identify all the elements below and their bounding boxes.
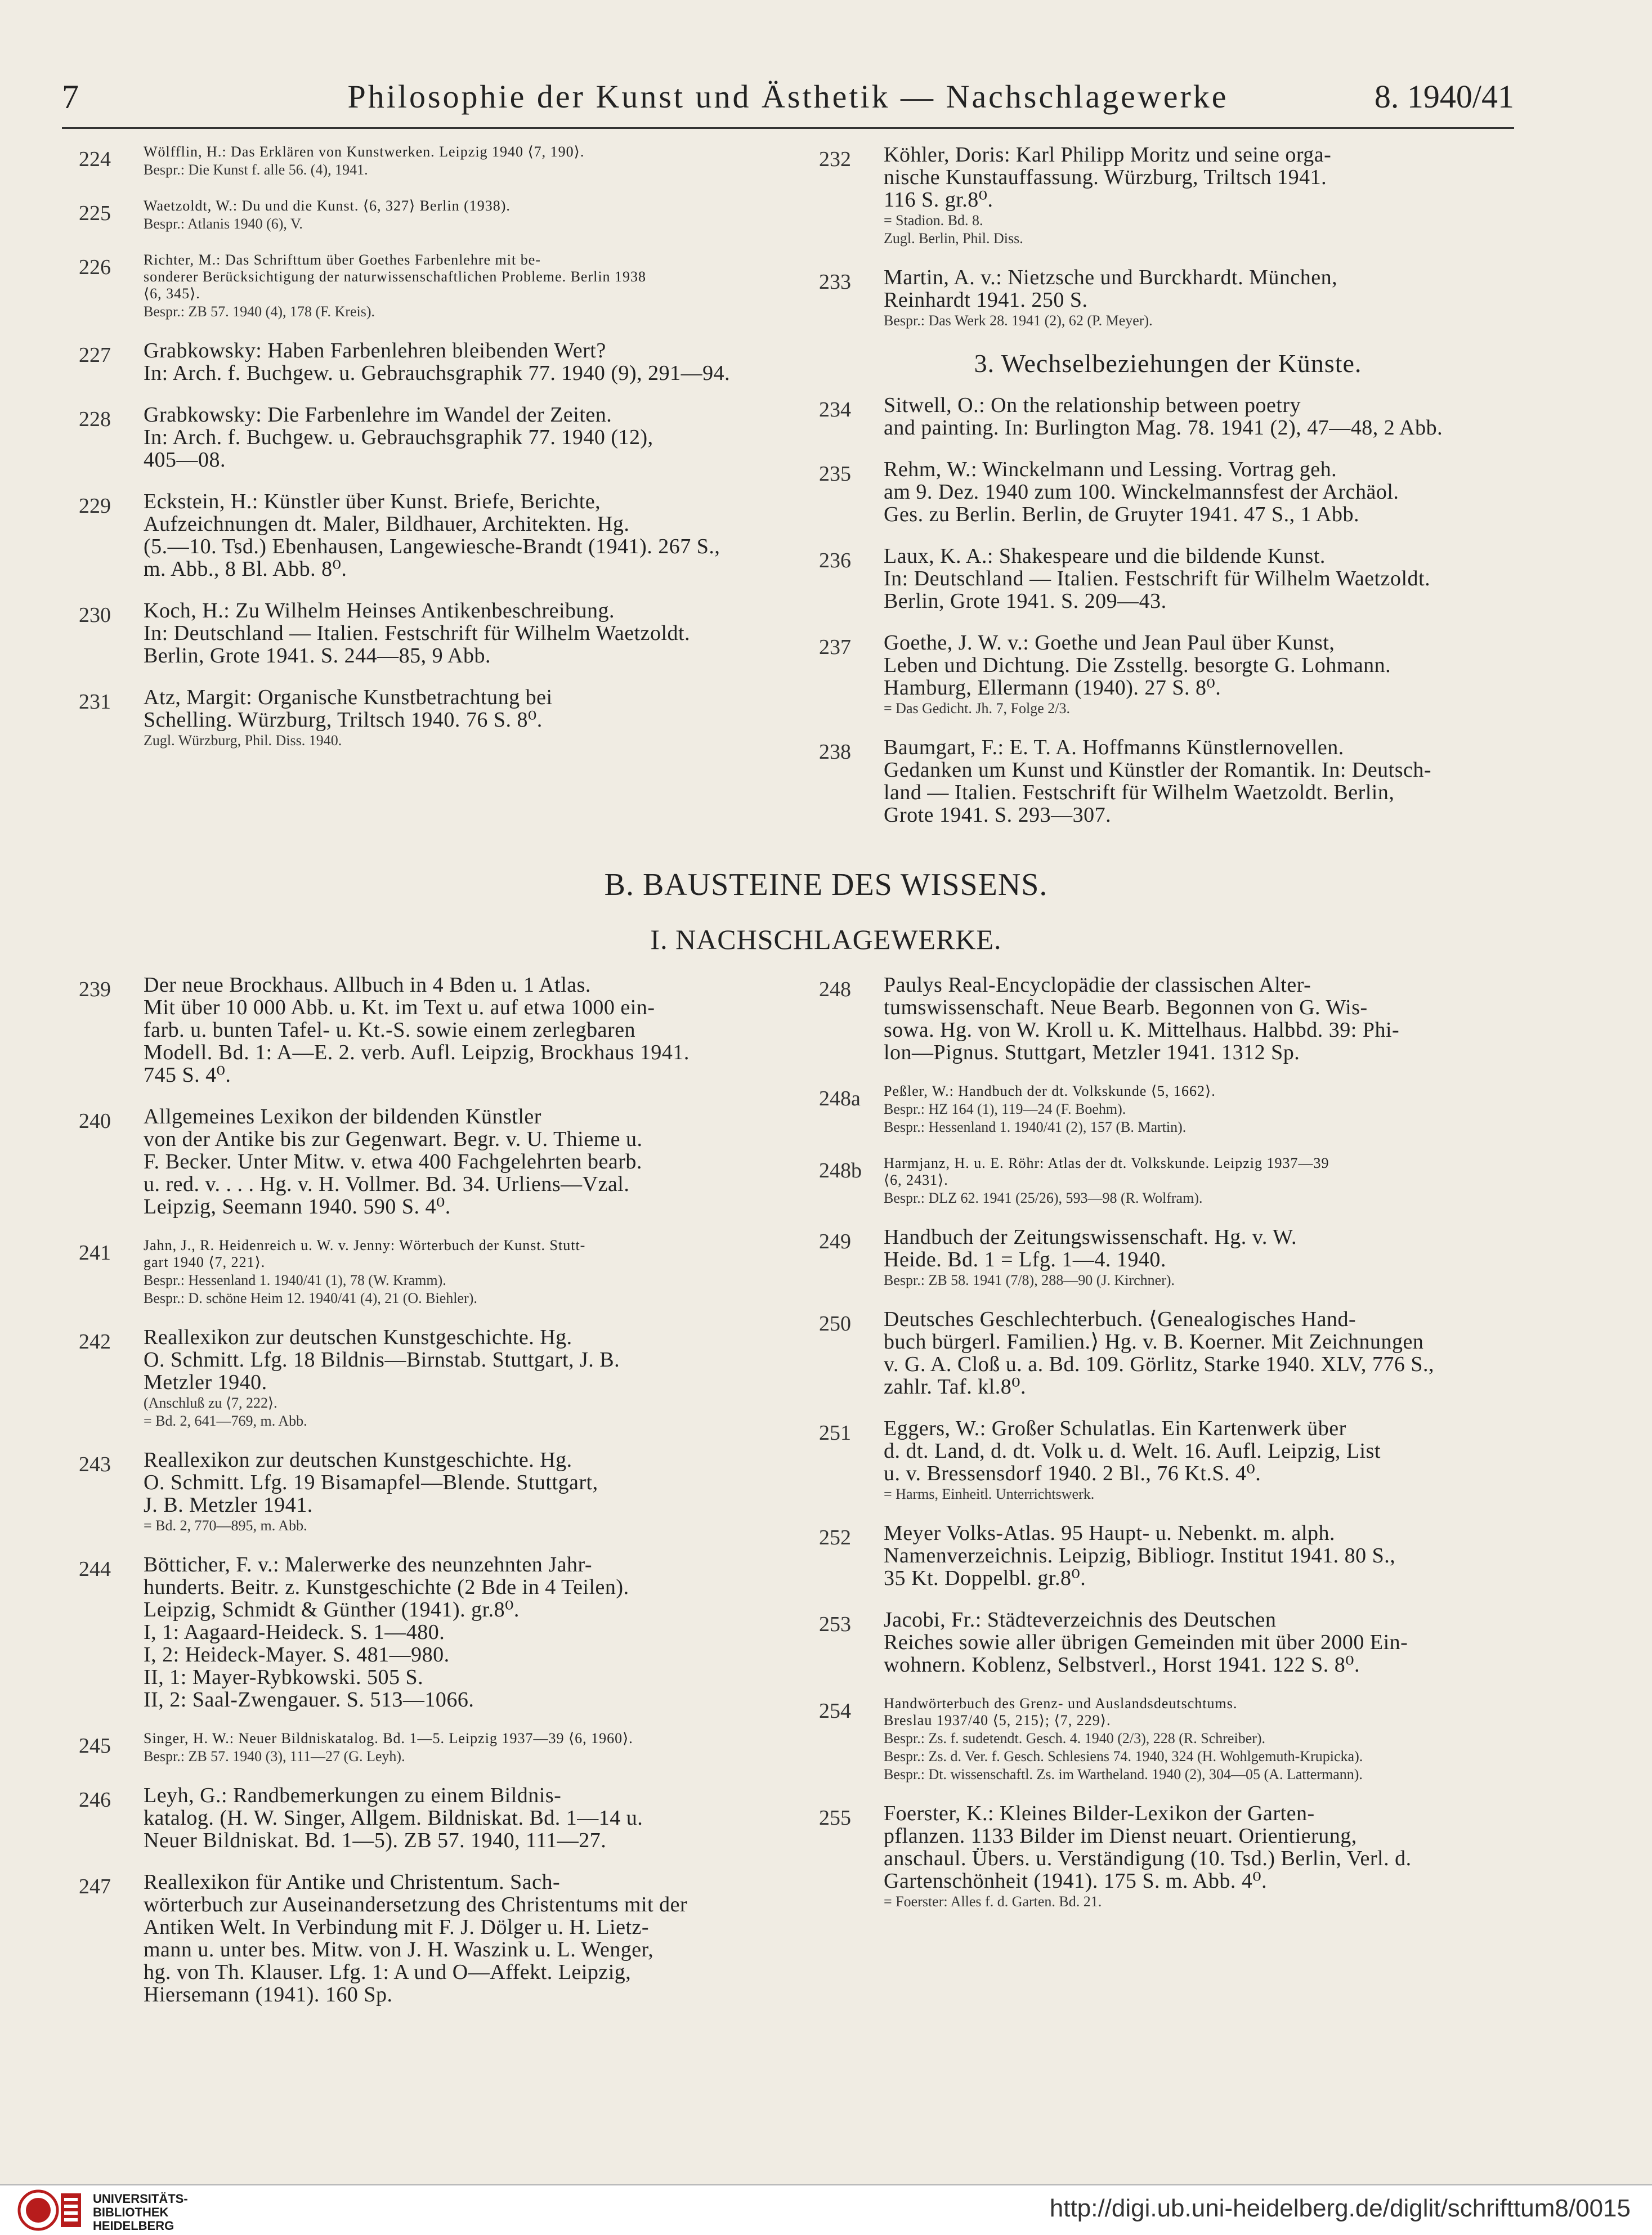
entry-number: 224 — [79, 147, 111, 171]
citation-line: Reinhardt 1941. 250 S. — [884, 288, 1088, 312]
citation-line: Sitwell, O.: On the relationship between poetry — [884, 393, 1301, 417]
citation-line: nische Kunstauffassung. Würzburg, Triltsch 1941. — [884, 165, 1327, 189]
citation-line: Bötticher, F. v.: Malerwerke des neunzehnten Jahr- — [144, 1553, 593, 1576]
citation-line: wörterbuch zur Auseinandersetzung des Christentums mit der — [144, 1893, 688, 1916]
entry-citation — [884, 1695, 1517, 1729]
citation-line: Peßler, W.: Handbuch der dt. Volkskunde ⟨5, 1662⟩. — [884, 1083, 1216, 1099]
entries-top-right — [819, 144, 1517, 329]
entry-citation — [884, 1609, 1517, 1676]
citation-line: Berlin, Grote 1941. S. 209—43. — [884, 589, 1167, 613]
library-name-line: BIBLIOTHEK — [93, 2205, 169, 2219]
bibliography-entry — [819, 266, 1517, 329]
entry-number: 236 — [819, 549, 851, 572]
citation-line: ⟨6, 345⟩. — [144, 285, 200, 302]
entry-number: 247 — [79, 1875, 111, 1898]
entry-citation — [884, 1308, 1517, 1398]
citation-line: Allgemeines Lexikon der bildenden Künstler — [144, 1105, 541, 1128]
bibliography-entry — [79, 339, 777, 384]
bibliography-entry — [79, 490, 777, 580]
citation-line: u. v. Bressensdorf 1940. 2 Bl., 76 Kt.S. 4⁰. — [884, 1462, 1261, 1485]
citation-line: Leyh, G.: Randbemerkungen zu einem Bildnis- — [144, 1784, 562, 1807]
entry-number: 249 — [819, 1230, 851, 1253]
part-heading: B. BAUSTEINE DES WISSENS. — [604, 867, 1048, 902]
bibliography-entry — [79, 1871, 777, 2006]
entry-number: 255 — [819, 1806, 851, 1830]
bibliography-entry — [819, 1083, 1517, 1136]
column-bottom-right — [819, 974, 1517, 1929]
entry-note: Bespr.: HZ 164 (1), 119—24 (F. Boehm). — [884, 1101, 1126, 1117]
entry-note: Bespr.: Zs. d. Ver. f. Gesch. Schlesiens 74. 1940, 324 (H. Wohlgemuth-Krupicka). — [884, 1748, 1363, 1764]
source-url-link[interactable]: http://digi.ub.uni-heidelberg.de/diglit/schrifttum8/0015 — [1049, 2194, 1631, 2222]
citation-line: Jacobi, Fr.: Städteverzeichnis des Deutschen — [884, 1608, 1277, 1632]
citation-line: pflanzen. 1133 Bilder im Dienst neuart. Orientierung, — [884, 1824, 1357, 1848]
entry-note: Bespr.: ZB 58. 1941 (7/8), 288—90 (J. Kirchner). — [884, 1272, 1175, 1288]
entry-number: 231 — [79, 690, 111, 714]
bibliography-entry — [79, 599, 777, 667]
header-rule — [62, 127, 1514, 129]
entry-note: Zugl. Berlin, Phil. Diss. — [884, 230, 1023, 247]
citation-line: J. B. Metzler 1941. — [144, 1493, 313, 1517]
entry-note: Bespr.: Das Werk 28. 1941 (2), 62 (P. Meyer). — [884, 312, 1153, 329]
citation-line: Neuer Bildniskat. Bd. 1—5). ZB 57. 1940, 111—27. — [144, 1829, 607, 1852]
entry-number: 243 — [79, 1453, 111, 1476]
entry-number: 230 — [79, 603, 111, 627]
citation-line: Berlin, Grote 1941. S. 244—85, 9 Abb. — [144, 644, 491, 668]
entry-number: 227 — [79, 343, 111, 367]
bibliography-entry — [79, 686, 777, 749]
entry-citation — [884, 1417, 1517, 1485]
volume-number: 8. 1940/41 — [1374, 78, 1514, 115]
entry-number: 248a — [819, 1087, 861, 1110]
bibliography-entry — [819, 1417, 1517, 1503]
page-number: 7 — [62, 78, 79, 115]
citation-line: In: Deutschland — Italien. Festschrift für Wilhelm Waetzoldt. — [884, 567, 1431, 590]
citation-line: Schelling. Würzburg, Triltsch 1940. 76 S. 8⁰. — [144, 708, 543, 732]
entry-note: = Bd. 2, 641—769, m. Abb. — [144, 1413, 307, 1429]
entry-number: 240 — [79, 1109, 111, 1133]
citation-line: v. G. A. Cloß u. a. Bd. 109. Görlitz, Starke 1940. XLV, 776 S., — [884, 1352, 1434, 1376]
citation-line: Deutsches Geschlechterbuch. ⟨Genealogisches Hand- — [884, 1307, 1356, 1331]
bibliography-entry — [819, 144, 1517, 247]
entry-note: = Harms, Einheitl. Unterrichtswerk. — [884, 1486, 1095, 1502]
chapter-heading: I. NACHSCHLAGEWERKE. — [650, 924, 1002, 955]
citation-line: O. Schmitt. Lfg. 18 Bildnis—Birnstab. Stuttgart, J. B. — [144, 1348, 620, 1372]
entry-number: 238 — [819, 740, 851, 764]
citation-line: Singer, H. W.: Neuer Bildniskatalog. Bd. 1—5. Leipzig 1937—39 ⟨6, 1960⟩. — [144, 1730, 633, 1746]
entry-number: 229 — [79, 494, 111, 518]
entry-citation — [144, 599, 777, 667]
citation-line: Meyer Volks-Atlas. 95 Haupt- u. Nebenkt. m. alph. — [884, 1521, 1335, 1545]
citation-line: Rehm, W.: Winckelmann und Lessing. Vortrag geh. — [884, 458, 1337, 481]
entry-citation — [884, 1083, 1517, 1100]
entry-number: 246 — [79, 1788, 111, 1812]
bibliography-entry — [819, 1308, 1517, 1398]
entry-citation — [884, 736, 1517, 826]
bibliography-entry — [79, 1449, 777, 1534]
entry-citation — [144, 1730, 777, 1747]
citation-line: am 9. Dez. 1940 zum 100. Winckelmannsfest der Archäol. — [884, 480, 1399, 504]
entry-number: 226 — [79, 256, 111, 279]
citation-line: Waetzoldt, W.: Du und die Kunst. ⟨6, 327⟩ Berlin (1938). — [144, 198, 511, 214]
entry-citation — [144, 974, 777, 1086]
bibliography-entry — [819, 545, 1517, 612]
citation-line: Eckstein, H.: Künstler über Kunst. Briefe, Berichte, — [144, 490, 601, 513]
bibliography-entry — [79, 404, 777, 471]
entry-note: Bespr.: Zs. f. sudetendt. Gesch. 4. 1940 (2/3), 228 (R. Schreiber). — [884, 1730, 1266, 1746]
entry-citation — [884, 545, 1517, 612]
citation-line: 116 S. gr.8⁰. — [884, 188, 993, 212]
entry-citation — [144, 1784, 777, 1852]
citation-line: 35 Kt. Doppelbl. gr.8⁰. — [884, 1566, 1086, 1590]
entry-number: 248b — [819, 1159, 862, 1183]
citation-line: von der Antike bis zur Gegenwart. Begr. v. U. Thieme u. — [144, 1127, 643, 1151]
citation-line: wohnern. Koblenz, Selbstverl., Horst 1941. 122 S. 8⁰. — [884, 1653, 1360, 1677]
entry-number: 245 — [79, 1734, 111, 1758]
citation-line: Reallexikon zur deutschen Kunstgeschichte. Hg. — [144, 1448, 572, 1472]
citation-line: Handwörterbuch des Grenz- und Auslandsdeutschtums. — [884, 1695, 1238, 1712]
citation-line: Jahn, J., R. Heidenreich u. W. v. Jenny: Wörterbuch der Kunst. Stutt- — [144, 1237, 586, 1253]
entry-number: 239 — [79, 978, 111, 1001]
citation-line: farb. u. bunten Tafel- u. Kt.-S. sowie einem zerlegbaren — [144, 1018, 636, 1042]
entry-citation — [884, 1226, 1517, 1271]
citation-line: Namenverzeichnis. Leipzig, Bibliogr. Institut 1941. 80 S., — [884, 1544, 1396, 1567]
bibliography-entry — [79, 1326, 777, 1430]
citation-line: Baumgart, F.: E. T. A. Hoffmanns Künstlernovellen. — [884, 736, 1344, 759]
citation-line: Antiken Welt. In Verbindung mit F. J. Dölger u. H. Lietz- — [144, 1915, 650, 1939]
entry-note: Bespr.: ZB 57. 1940 (4), 178 (F. Kreis). — [144, 303, 375, 320]
entry-citation — [144, 1449, 777, 1516]
entry-number: 233 — [819, 270, 851, 294]
citation-line: Metzler 1940. — [144, 1370, 267, 1394]
citation-line: Laux, K. A.: Shakespeare und die bildende Kunst. — [884, 544, 1326, 568]
entry-number: 234 — [819, 398, 851, 422]
citation-line: Wölfflin, H.: Das Erklären von Kunstwerken. Leipzig 1940 ⟨7, 190⟩. — [144, 144, 585, 160]
citation-line: Reiches sowie aller übrigen Gemeinden mit über 2000 Ein- — [884, 1631, 1408, 1654]
entry-citation — [884, 144, 1517, 211]
bibliography-entry — [79, 144, 777, 178]
entry-number: 241 — [79, 1241, 111, 1265]
entry-citation — [884, 1155, 1517, 1189]
citation-line: u. red. v. . . . Hg. v. H. Vollmer. Bd. 34. Urliens—Vzal. — [144, 1172, 630, 1196]
entry-citation — [144, 686, 777, 731]
entry-note: = Foerster: Alles f. d. Garten. Bd. 21. — [884, 1893, 1102, 1910]
entry-number: 254 — [819, 1699, 851, 1723]
citation-line: m. Abb., 8 Bl. Abb. 8⁰. — [144, 557, 347, 581]
entry-citation — [884, 394, 1517, 439]
citation-line: 405—08. — [144, 448, 226, 472]
bibliography-entry — [79, 1105, 777, 1218]
citation-line: mann u. unter bes. Mitw. von J. H. Waszink u. L. Wenger, — [144, 1938, 654, 1961]
page-title: Philosophie der Kunst und Ästhetik — Nachschlagewerke — [347, 78, 1229, 115]
entry-number: 253 — [819, 1613, 851, 1636]
citation-line: katalog. (H. W. Singer, Allgem. Bildniskat. Bd. 1—14 u. — [144, 1806, 643, 1830]
entry-number: 244 — [79, 1557, 111, 1581]
entry-citation — [144, 490, 777, 580]
entry-number: 250 — [819, 1312, 851, 1336]
citation-line: hg. von Th. Klauser. Lfg. 1: A und O—Affekt. Leipzig, — [144, 1960, 632, 1984]
bibliography-entry — [79, 1237, 777, 1307]
citation-line: Breslau 1937/40 ⟨5, 215⟩; ⟨7, 229⟩. — [884, 1712, 1111, 1728]
entry-note: Zugl. Würzburg, Phil. Diss. 1940. — [144, 732, 342, 749]
citation-line: gart 1940 ⟨7, 221⟩. — [144, 1254, 266, 1270]
entry-citation — [144, 404, 777, 471]
citation-line: Atz, Margit: Organische Kunstbetrachtung bei — [144, 686, 553, 709]
entries-section3 — [819, 394, 1517, 826]
library-seal-icon — [16, 2188, 83, 2233]
citation-line: Foerster, K.: Kleines Bilder-Lexikon der Garten- — [884, 1802, 1315, 1825]
citation-line: Aufzeichnungen dt. Maler, Bildhauer, Architekten. Hg. — [144, 512, 630, 536]
column-top-right — [819, 144, 1517, 845]
bibliography-entry — [819, 394, 1517, 439]
citation-line: Reallexikon für Antike und Christentum. Sach- — [144, 1870, 561, 1894]
citation-line: zahlr. Taf. kl.8⁰. — [884, 1375, 1027, 1399]
citation-line: Gedanken um Kunst und Künstler der Romantik. In: Deutsch- — [884, 758, 1432, 782]
citation-line: Leipzig, Seemann 1940. 590 S. 4⁰. — [144, 1195, 451, 1219]
citation-line: land — Italien. Festschrift für Wilhelm Waetzoldt. Berlin, — [884, 781, 1395, 804]
entry-number: 228 — [79, 407, 111, 431]
entry-citation — [144, 1237, 777, 1271]
entry-note: Bespr.: Die Kunst f. alle 56. (4), 1941. — [144, 162, 368, 178]
citation-line: Hamburg, Ellermann (1940). 27 S. 8⁰. — [884, 676, 1221, 700]
entry-citation — [884, 1802, 1517, 1892]
entry-citation — [144, 198, 777, 214]
citation-line: Koch, H.: Zu Wilhelm Heinses Antikenbeschreibung. — [144, 599, 615, 622]
citation-line: Mit über 10 000 Abb. u. Kt. im Text u. auf etwa 1000 ein- — [144, 996, 655, 1019]
entry-citation — [144, 144, 777, 160]
citation-line: Goethe, J. W. v.: Goethe und Jean Paul über Kunst, — [884, 631, 1335, 655]
citation-line: sonderer Berücksichtigung der naturwissenschaftlichen Probleme. Berlin 1938 — [144, 268, 647, 285]
bibliography-entry — [79, 1730, 777, 1765]
citation-line: II, 2: Saal-Zwengauer. S. 513—1066. — [144, 1688, 474, 1712]
entry-note: Bespr.: Dt. wissenschaftl. Zs. im Wartheland. 1940 (2), 304—05 (A. Lattermann). — [884, 1766, 1363, 1782]
entry-note: Bespr.: DLZ 62. 1941 (25/26), 593—98 (R. Wolfram). — [884, 1190, 1203, 1206]
library-name-line: UNIVERSITÄTS- — [93, 2192, 188, 2206]
citation-line: Harmjanz, H. u. E. Röhr: Atlas der dt. Volkskunde. Leipzig 1937—39 — [884, 1155, 1329, 1171]
citation-line: Köhler, Doris: Karl Philipp Moritz und seine orga- — [884, 143, 1332, 167]
bibliography-entry — [819, 1695, 1517, 1783]
citation-line: anschaul. Übers. u. Verständigung (10. Tsd.) Berlin, Verl. d. — [884, 1847, 1412, 1870]
bibliography-entry — [819, 1609, 1517, 1676]
citation-line: I, 2: Heideck-Mayer. S. 481—980. — [144, 1643, 450, 1667]
citation-line: and painting. In: Burlington Mag. 78. 1941 (2), 47—48, 2 Abb. — [884, 416, 1443, 440]
library-name-line: HEIDELBERG — [93, 2219, 174, 2233]
entry-citation — [884, 458, 1517, 526]
entry-number: 252 — [819, 1526, 851, 1549]
citation-line: hunderts. Beitr. z. Kunstgeschichte (2 Bde in 4 Teilen). — [144, 1575, 629, 1599]
entry-citation — [884, 1522, 1517, 1589]
citation-line: Eggers, W.: Großer Schulatlas. Ein Kartenwerk über — [884, 1417, 1346, 1440]
citation-line: II, 1: Mayer-Rybkowski. 505 S. — [144, 1665, 424, 1689]
entry-number: 242 — [79, 1330, 111, 1354]
citation-line: buch bürgerl. Familien.⟩ Hg. v. B. Koerner. Mit Zeichnungen — [884, 1330, 1424, 1354]
entry-citation — [144, 1871, 777, 2006]
citation-line: lon—Pignus. Stuttgart, Metzler 1941. 1312 Sp. — [884, 1041, 1300, 1064]
citation-line: F. Becker. Unter Mitw. v. etwa 400 Fachgelehrten bearb. — [144, 1150, 642, 1174]
citation-line: In: Arch. f. Buchgew. u. Gebrauchsgraphik 77. 1940 (12), — [144, 425, 653, 449]
citation-line: tumswissenschaft. Neue Bearb. Begonnen von G. Wis- — [884, 996, 1368, 1019]
entry-citation — [884, 266, 1517, 311]
citation-line: Grote 1941. S. 293—307. — [884, 803, 1112, 827]
citation-line: ⟨6, 2431⟩. — [884, 1172, 948, 1188]
bibliography-entry — [819, 974, 1517, 1064]
citation-line: Gartenschönheit (1941). 175 S. m. Abb. 4⁰. — [884, 1869, 1268, 1893]
citation-line: Der neue Brockhaus. Allbuch in 4 Bden u. 1 Atlas. — [144, 973, 591, 997]
bibliography-entry — [819, 458, 1517, 526]
entry-number: 237 — [819, 635, 851, 659]
bibliography-entry — [819, 631, 1517, 717]
column-bottom-left — [79, 974, 777, 2025]
citation-line: O. Schmitt. Lfg. 19 Bisamapfel—Blende. Stuttgart, — [144, 1471, 598, 1494]
citation-line: sowa. Hg. von W. Kroll u. K. Mittelhaus. Halbbd. 39: Phi- — [884, 1018, 1400, 1042]
bibliography-entry — [79, 198, 777, 232]
entry-note: Bespr.: ZB 57. 1940 (3), 111—27 (G. Leyh). — [144, 1748, 405, 1764]
entry-note: (Anschluß zu ⟨7, 222⟩. — [144, 1395, 277, 1411]
bibliography-entry — [79, 974, 777, 1086]
citation-line: In: Arch. f. Buchgew. u. Gebrauchsgraphik 77. 1940 (9), 291—94. — [144, 361, 731, 385]
citation-line: I, 1: Aagaard-Heideck. S. 1—480. — [144, 1620, 445, 1644]
running-header — [62, 78, 1514, 128]
entry-citation — [144, 1553, 777, 1711]
citation-line: Grabkowsky: Die Farbenlehre im Wandel der Zeiten. — [144, 403, 612, 427]
bibliography-entry — [79, 252, 777, 320]
entry-note: Bespr.: Hessenland 1. 1940/41 (2), 157 (B. Martin). — [884, 1119, 1187, 1135]
entry-note: = Stadion. Bd. 8. — [884, 212, 983, 229]
entry-note: = Bd. 2, 770—895, m. Abb. — [144, 1517, 307, 1534]
column-top-left — [79, 144, 777, 768]
entry-note: Bespr.: Hessenland 1. 1940/41 (1), 78 (W. Kramm). — [144, 1272, 446, 1288]
citation-line: Grabkowsky: Haben Farbenlehren bleibenden Wert? — [144, 339, 606, 362]
entry-number: 248 — [819, 978, 851, 1001]
entry-citation — [144, 1326, 777, 1394]
bibliography-entry — [819, 1155, 1517, 1207]
bibliography-entry — [819, 736, 1517, 826]
entry-note: Bespr.: D. schöne Heim 12. 1940/41 (4), 21 (O. Biehler). — [144, 1290, 477, 1306]
entry-number: 235 — [819, 462, 851, 486]
bibliography-entry — [819, 1802, 1517, 1910]
entry-note: = Das Gedicht. Jh. 7, Folge 2/3. — [884, 700, 1070, 716]
citation-line: Handbuch der Zeitungswissenschaft. Hg. v. W. — [884, 1225, 1297, 1249]
entry-citation — [144, 339, 777, 384]
section-heading: 3. Wechselbeziehungen der Künste. — [974, 349, 1362, 378]
citation-line: 745 S. 4⁰. — [144, 1063, 231, 1087]
citation-line: Ges. zu Berlin. Berlin, de Gruyter 1941. 47 S., 1 Abb. — [884, 503, 1359, 526]
citation-line: Heide. Bd. 1 = Lfg. 1—4. 1940. — [884, 1248, 1166, 1271]
entry-number: 232 — [819, 147, 851, 171]
citation-line: Hiersemann (1941). 160 Sp. — [144, 1983, 393, 2006]
bibliography-entry — [819, 1226, 1517, 1289]
entry-number: 251 — [819, 1421, 851, 1445]
library-name — [93, 2192, 188, 2233]
entry-citation — [884, 974, 1517, 1064]
citation-line: In: Deutschland — Italien. Festschrift für Wilhelm Waetzoldt. — [144, 621, 691, 645]
citation-line: Martin, A. v.: Nietzsche und Burckhardt. München, — [884, 266, 1338, 289]
citation-line: d. dt. Land, d. dt. Volk u. d. Welt. 16. Aufl. Leipzig, List — [884, 1439, 1381, 1463]
citation-line: (5.—10. Tsd.) Ebenhausen, Langewiesche-Brandt (1941). 267 S., — [144, 535, 720, 558]
citation-line: Leipzig, Schmidt & Günther (1941). gr.8⁰. — [144, 1598, 520, 1622]
entry-citation — [144, 1105, 777, 1218]
footer-bar — [0, 2185, 1652, 2235]
entry-note: Bespr.: Atlanis 1940 (6), V. — [144, 216, 303, 232]
entry-number: 225 — [79, 201, 111, 225]
citation-line: Modell. Bd. 1: A—E. 2. verb. Aufl. Leipzig, Brockhaus 1941. — [144, 1041, 690, 1064]
entry-citation — [884, 631, 1517, 699]
bibliography-entry — [79, 1784, 777, 1852]
citation-line: Leben und Dichtung. Die Zsstellg. besorgte G. Lohmann. — [884, 653, 1391, 677]
bibliography-entry — [79, 1553, 777, 1711]
entry-citation — [144, 252, 777, 302]
citation-line: Reallexikon zur deutschen Kunstgeschichte. Hg. — [144, 1325, 572, 1349]
bibliography-entry — [819, 1522, 1517, 1589]
citation-line: Paulys Real-Encyclopädie der classischen Alter- — [884, 973, 1311, 997]
citation-line: Richter, M.: Das Schrifttum über Goethes Farbenlehre mit be- — [144, 252, 541, 268]
